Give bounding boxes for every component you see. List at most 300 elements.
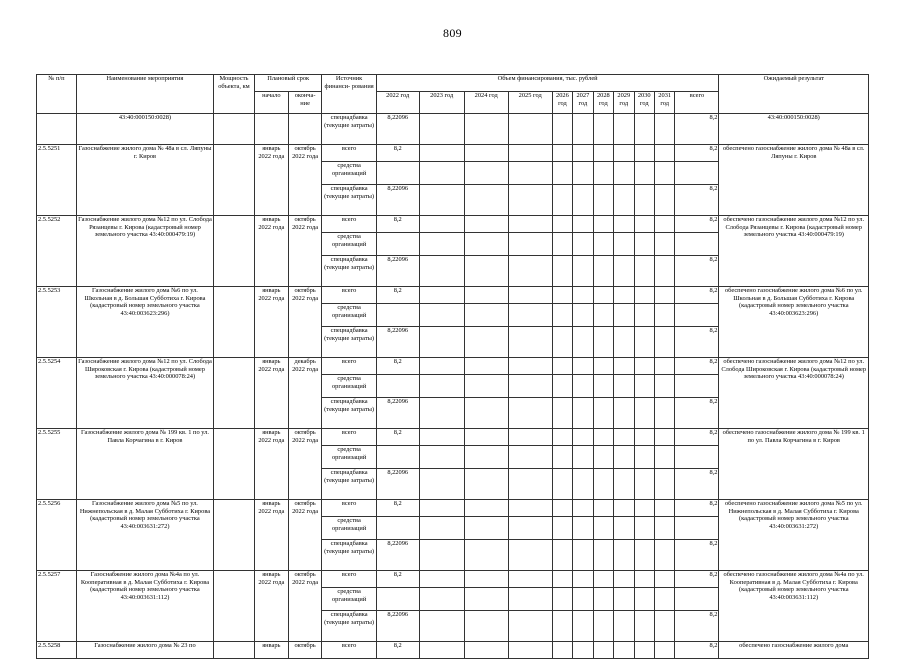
cell-source: средства организаций [322,162,376,185]
col-header-capacity: Мощность объекта, км [214,75,255,114]
cell-2027 [573,469,593,500]
cell-start: январь 2022 года [254,500,288,571]
col-header-year: 2026 год [552,92,572,114]
cell-2024 [464,429,508,446]
cell-2028 [593,162,613,185]
cell-2022: 8,22096 [376,114,419,145]
cell-source: спецнадбавка (текущие затраты) [322,256,376,287]
cell-total: 8,2 [675,185,719,216]
cell-end: октябрь 2022 года [288,145,322,216]
cell-total [675,588,719,611]
cell-2022: 8,2 [376,287,419,304]
cell-num: 2.5.5254 [37,358,77,429]
cell-total: 8,2 [675,469,719,500]
cell-2022 [376,162,419,185]
cell-total: 8,2 [675,358,719,375]
cell-2024 [464,642,508,659]
cell-2027 [573,256,593,287]
cell-2029 [614,304,634,327]
cell-2030 [634,114,654,145]
cell-2030 [634,500,654,517]
cell-end: октябрь 2022 года [288,500,322,571]
col-header-year: 2027 год [573,92,593,114]
cell-2023 [419,540,464,571]
cell-2025 [508,398,552,429]
cell-2031 [654,185,674,216]
cell-2026 [552,145,572,162]
cell-2030 [634,233,654,256]
cell-2029 [614,517,634,540]
col-header-year: 2030 год [634,92,654,114]
col-header-num: № п/п [37,75,77,114]
cell-2024 [464,469,508,500]
cell-2030 [634,304,654,327]
cell-2026 [552,540,572,571]
cell-2028 [593,571,613,588]
cell-2023 [419,287,464,304]
cell-2031 [654,233,674,256]
cell-2026 [552,114,572,145]
cell-source: всего [322,287,376,304]
col-header-year: 2028 год [593,92,613,114]
cell-2022 [376,588,419,611]
cell-total: 8,2 [675,145,719,162]
cell-2025 [508,304,552,327]
cell-2030 [634,145,654,162]
cell-2031 [654,469,674,500]
cell-total: 8,2 [675,611,719,642]
cell-2029 [614,500,634,517]
cell-2026 [552,287,572,304]
cell-end: октябрь [288,642,322,659]
table-row [37,642,869,659]
cell-2024 [464,398,508,429]
cell-source: спецнадбавка (текущие затраты) [322,114,376,145]
cell-2022 [376,304,419,327]
cell-2023 [419,185,464,216]
cell-num: 2.5.5252 [37,216,77,287]
table-row [37,358,869,375]
cell-2023 [419,517,464,540]
col-header-result: Ожидаемый результат [719,75,869,114]
cell-capacity [214,287,255,358]
cell-2030 [634,469,654,500]
cell-name: Газоснабжение жилого дома №6 по ул. Школьная в д. Большая Субботиха г. Кирова (кадастровый номер земельного участка 43:40:003623:296) [76,287,213,358]
cell-2026 [552,611,572,642]
cell-num: 2.5.5253 [37,287,77,358]
cell-2027 [573,571,593,588]
cell-2024 [464,185,508,216]
cell-2031 [654,145,674,162]
cell-2024 [464,571,508,588]
cell-total: 8,2 [675,287,719,304]
cell-2025 [508,611,552,642]
cell-2030 [634,185,654,216]
cell-2029 [614,256,634,287]
cell-2028 [593,429,613,446]
cell-2030 [634,358,654,375]
cell-2030 [634,642,654,659]
cell-result: обеспечено газоснабжение жилого дома № 48а в сл. Ляпуны г. Киров [719,145,869,216]
cell-2030 [634,287,654,304]
cell-2025 [508,571,552,588]
cell-2025 [508,358,552,375]
cell-2031 [654,571,674,588]
cell-2029 [614,162,634,185]
cell-2023 [419,398,464,429]
cell-total: 8,2 [675,398,719,429]
cell-2025 [508,500,552,517]
cell-source: средства организаций [322,233,376,256]
cell-2031 [654,540,674,571]
cell-2027 [573,588,593,611]
cell-2029 [614,358,634,375]
cell-result: обеспечено газоснабжение жилого дома № 199 кв. 1 по ул. Павла Корчагина в г. Киров [719,429,869,500]
cell-name: Газоснабжение жилого дома №12 по ул. Слобода Широковская г. Кирова (кадастровый номер земельного участка 43:40:000078:24) [76,358,213,429]
cell-2028 [593,145,613,162]
cell-2026 [552,162,572,185]
cell-result: обеспечено газоснабжение жилого дома №12 по ул. Слобода Широковская г. Кирова (кадастровый номер земельного участка 43:40:000078:24) [719,358,869,429]
cell-2022: 8,22096 [376,540,419,571]
cell-2023 [419,145,464,162]
cell-name: Газоснабжение жилого дома № 23 по [76,642,213,659]
cell-total: 8,2 [675,256,719,287]
cell-num: 2.5.5256 [37,500,77,571]
cell-source: средства организаций [322,588,376,611]
cell-2029 [614,446,634,469]
cell-result: обеспечено газоснабжение жилого дома [719,642,869,659]
cell-2023 [419,469,464,500]
cell-source: средства организаций [322,375,376,398]
cell-total: 8,2 [675,114,719,145]
cell-2031 [654,398,674,429]
cell-2026 [552,358,572,375]
cell-2022: 8,2 [376,429,419,446]
cell-2030 [634,429,654,446]
cell-2023 [419,571,464,588]
cell-2027 [573,233,593,256]
cell-source: спецнадбавка (текущие затраты) [322,185,376,216]
cell-total [675,375,719,398]
cell-2026 [552,517,572,540]
cell-2028 [593,327,613,358]
cell-2029 [614,216,634,233]
cell-source: средства организаций [322,304,376,327]
cell-start: январь 2022 года [254,571,288,642]
cell-start: январь 2022 года [254,216,288,287]
cell-capacity [214,216,255,287]
cell-2029 [614,540,634,571]
cell-2024 [464,114,508,145]
cell-source: спецнадбавка (текущие затраты) [322,469,376,500]
cell-end: октябрь 2022 года [288,429,322,500]
cell-2029 [614,114,634,145]
cell-name: Газоснабжение жилого дома №12 по ул. Слобода Рязанцевы г. Кирова (кадастровый номер земельного участка 43:40:000479:19) [76,216,213,287]
cell-2028 [593,287,613,304]
table-row [37,429,869,446]
cell-2025 [508,233,552,256]
cell-2031 [654,375,674,398]
table-row [37,145,869,162]
cell-name: Газоснабжение жилого дома №5 по ул. Нижнепольская в д. Малая Субботиха г. Кирова (кадастровый номер земельного участка 43:40:003631:272) [76,500,213,571]
cell-2027 [573,398,593,429]
cell-name: Газоснабжение жилого дома № 48а в сл. Ляпуны г. Киров [76,145,213,216]
cell-2029 [614,287,634,304]
cell-2025 [508,256,552,287]
cell-2031 [654,216,674,233]
cell-2024 [464,233,508,256]
cell-2029 [614,611,634,642]
cell-2024 [464,540,508,571]
cell-2026 [552,375,572,398]
cell-start: январь 2022 года [254,429,288,500]
cell-2027 [573,429,593,446]
cell-num: 2.5.5255 [37,429,77,500]
cell-end: октябрь 2022 года [288,216,322,287]
cell-source: спецнадбавка (текущие затраты) [322,327,376,358]
table-row [37,571,869,588]
cell-2030 [634,517,654,540]
cell-total [675,517,719,540]
cell-2025 [508,216,552,233]
cell-2031 [654,429,674,446]
col-header-year: 2024 год [464,92,508,114]
cell-2026 [552,327,572,358]
cell-2022: 8,2 [376,571,419,588]
col-header-deadline: Плановый срок [254,75,322,92]
cell-2023 [419,216,464,233]
cell-2031 [654,446,674,469]
cell-2022 [376,375,419,398]
cell-2024 [464,216,508,233]
cell-2025 [508,185,552,216]
col-header-source: Источник финанси- рования [322,75,376,114]
cell-2027 [573,500,593,517]
cell-source: спецнадбавка (текущие затраты) [322,398,376,429]
cell-name: Газоснабжение жилого дома № 199 кв. 1 по ул. Павла Корчагина в г. Киров [76,429,213,500]
cell-source: всего [322,145,376,162]
cell-2027 [573,358,593,375]
cell-2031 [654,642,674,659]
cell-2024 [464,375,508,398]
cell-2028 [593,588,613,611]
cell-total: 8,2 [675,540,719,571]
cell-num: 2.5.5251 [37,145,77,216]
cell-2025 [508,375,552,398]
cell-2025 [508,287,552,304]
cell-2026 [552,429,572,446]
table-row [37,287,869,304]
cell-num [37,114,77,145]
cell-2025 [508,588,552,611]
cell-source: всего [322,429,376,446]
cell-2031 [654,500,674,517]
cell-2024 [464,145,508,162]
cell-2022 [376,446,419,469]
cell-2027 [573,145,593,162]
cell-2030 [634,588,654,611]
financing-table [36,74,869,659]
cell-2025 [508,162,552,185]
cell-total: 8,2 [675,216,719,233]
table-row [37,216,869,233]
cell-2029 [614,429,634,446]
cell-result: обеспечено газоснабжение жилого дома №6 по ул. Школьная в д. Большая Субботиха г. Кирова (кадастровый номер земельного участка 43:40:003623:296) [719,287,869,358]
cell-2026 [552,398,572,429]
cell-capacity [214,145,255,216]
table-body [37,114,869,659]
cell-source: спецнадбавка (текущие затраты) [322,611,376,642]
cell-2026 [552,185,572,216]
cell-2028 [593,517,613,540]
cell-source: всего [322,571,376,588]
cell-2023 [419,256,464,287]
cell-2024 [464,517,508,540]
cell-2023 [419,327,464,358]
cell-source: спецнадбавка (текущие затраты) [322,540,376,571]
cell-2026 [552,588,572,611]
cell-2028 [593,233,613,256]
cell-2026 [552,642,572,659]
cell-result: обеспечено газоснабжение жилого дома №5 по ул. Нижнепольская в д. Малая Субботиха г. Кирова (кадастровый номер земельного участка 43:40:003631:272) [719,500,869,571]
cell-2029 [614,469,634,500]
cell-2031 [654,517,674,540]
cell-2024 [464,287,508,304]
cell-2027 [573,327,593,358]
cell-name: 43:40:000150:0028) [76,114,213,145]
cell-2027 [573,216,593,233]
cell-2026 [552,500,572,517]
cell-2025 [508,642,552,659]
col-header-start: начало [254,92,288,114]
cell-2030 [634,162,654,185]
cell-result: обеспечено газоснабжение жилого дома №12 по ул. Слобода Рязанцевы г. Кирова (кадастровый номер земельного участка 43:40:000479:19) [719,216,869,287]
cell-2030 [634,446,654,469]
cell-2025 [508,429,552,446]
cell-2024 [464,588,508,611]
col-header-year: 2031 год [654,92,674,114]
cell-2026 [552,256,572,287]
cell-2027 [573,162,593,185]
cell-2028 [593,114,613,145]
cell-num: 2.5.5257 [37,571,77,642]
cell-end: декабрь 2022 года [288,358,322,429]
cell-2030 [634,256,654,287]
cell-2022: 8,22096 [376,611,419,642]
cell-2027 [573,375,593,398]
cell-2028 [593,256,613,287]
cell-start: январь [254,642,288,659]
cell-2024 [464,446,508,469]
cell-2028 [593,216,613,233]
cell-start: январь 2022 года [254,145,288,216]
cell-2025 [508,517,552,540]
cell-name: Газоснабжение жилого дома №4а по ул. Кооперативная в д. Малая Субботиха г. Кирова (кадастровый номер земельного участка 43:40:003631:112) [76,571,213,642]
cell-result: 43:40:000150:0028) [719,114,869,145]
cell-2029 [614,375,634,398]
cell-2022 [376,233,419,256]
cell-2024 [464,162,508,185]
cell-total: 8,2 [675,642,719,659]
cell-2025 [508,540,552,571]
col-header-year: 2025 год [508,92,552,114]
cell-2023 [419,304,464,327]
cell-2025 [508,446,552,469]
cell-2030 [634,540,654,571]
cell-capacity [214,500,255,571]
cell-2027 [573,185,593,216]
cell-2022: 8,2 [376,216,419,233]
cell-2028 [593,611,613,642]
cell-2023 [419,446,464,469]
cell-2028 [593,446,613,469]
cell-2023 [419,358,464,375]
cell-2027 [573,287,593,304]
cell-2029 [614,145,634,162]
col-header-end: оконча- ние [288,92,322,114]
cell-2022: 8,22096 [376,256,419,287]
cell-2030 [634,327,654,358]
col-header-name: Наименование мероприятия [76,75,213,114]
cell-2025 [508,469,552,500]
cell-2029 [614,233,634,256]
cell-2029 [614,398,634,429]
cell-2027 [573,446,593,469]
cell-2022: 8,2 [376,145,419,162]
cell-2029 [614,642,634,659]
cell-total [675,162,719,185]
cell-capacity [214,429,255,500]
cell-2027 [573,517,593,540]
table-row [37,500,869,517]
cell-2028 [593,469,613,500]
cell-2030 [634,216,654,233]
cell-2023 [419,429,464,446]
cell-source: всего [322,500,376,517]
cell-2024 [464,611,508,642]
cell-2028 [593,375,613,398]
cell-capacity [214,358,255,429]
cell-2027 [573,642,593,659]
cell-2028 [593,304,613,327]
cell-source: всего [322,642,376,659]
cell-total [675,233,719,256]
cell-2030 [634,375,654,398]
cell-2023 [419,588,464,611]
col-header-year: 2023 год [419,92,464,114]
cell-2028 [593,185,613,216]
cell-source: средства организаций [322,517,376,540]
cell-2023 [419,114,464,145]
cell-total [675,446,719,469]
cell-2022: 8,2 [376,500,419,517]
cell-2026 [552,304,572,327]
cell-source: всего [322,216,376,233]
header-row-1 [37,75,869,92]
cell-2031 [654,358,674,375]
cell-num: 2.5.5258 [37,642,77,659]
cell-2027 [573,540,593,571]
cell-source: всего [322,358,376,375]
cell-start: январь 2022 года [254,358,288,429]
cell-2024 [464,256,508,287]
cell-2031 [654,162,674,185]
cell-2027 [573,304,593,327]
cell-2022: 8,22096 [376,185,419,216]
cell-2027 [573,611,593,642]
cell-2023 [419,233,464,256]
cell-source: средства организаций [322,446,376,469]
